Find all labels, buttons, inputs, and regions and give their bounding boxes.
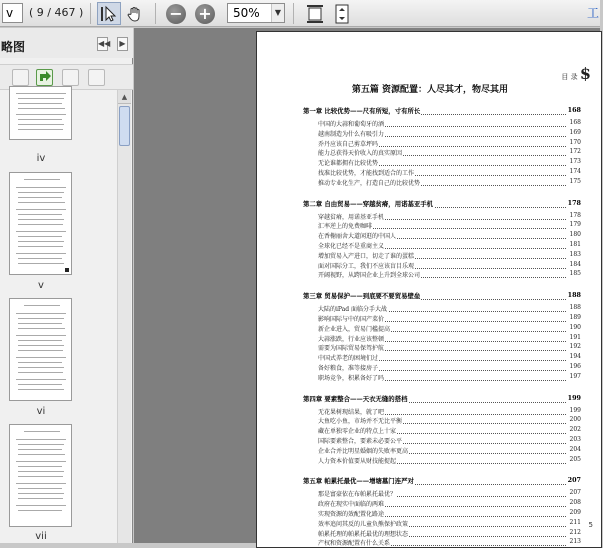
toc-entry[interactable] (317, 270, 582, 280)
toc-entry[interactable] (317, 489, 582, 499)
page-thumbnail[interactable] (9, 298, 72, 401)
toc-entry-title: 在香榭丽舍大道闲逛的中国人 (318, 233, 397, 241)
page-number-input[interactable]: v (2, 3, 23, 23)
toc-entry[interactable] (317, 212, 582, 222)
expand-panel-button[interactable]: ▶ (117, 37, 128, 51)
page-header-mark (561, 64, 591, 83)
toc-entry-page: 175 (569, 177, 581, 185)
panel-header (0, 28, 133, 58)
toc-entry[interactable] (317, 456, 582, 466)
collapse-panel-button[interactable]: ◀◀ (97, 37, 108, 51)
toc-entry[interactable] (317, 314, 582, 324)
plus-icon: + (195, 4, 215, 24)
toolbar-divider (293, 3, 294, 24)
toc-entry-title: 新企业进入，贸易门槛提高 (318, 325, 391, 333)
toc-entry-title: 越南制造为什么有吸引力 (318, 130, 385, 138)
toc-entry-title: 开阔视野，从跨国企业上升到全球公司 (318, 272, 421, 280)
toc-entry[interactable] (317, 529, 582, 539)
toc-chapter[interactable] (302, 476, 582, 487)
toc-entry-title: 职场竞争，积累备好了吗 (318, 374, 385, 382)
toc-entry[interactable] (317, 251, 582, 261)
toc-entry[interactable] (317, 538, 582, 548)
thumbnail-label: v (38, 280, 44, 291)
toc-entry-page: 208 (569, 499, 581, 507)
toc-entry[interactable] (317, 343, 582, 353)
toc-entry[interactable] (317, 416, 582, 426)
toc-chapter-page: 188 (567, 291, 581, 300)
toc-entry[interactable] (317, 119, 582, 129)
toc-entry-title: 增加贸易入产进口，切走了谁的蛋糕 (318, 252, 415, 260)
toc-entry-title: 推动专业化生产，打造自己的比较优势 (318, 179, 421, 187)
toc-entry[interactable] (317, 446, 582, 456)
toc-entry-page: 169 (569, 128, 581, 136)
toc-entry[interactable] (317, 129, 582, 139)
toc-entry-page: 185 (569, 270, 581, 278)
toc-entry-title: 无论谁都拥有比较优势 (318, 160, 379, 168)
page-thumbnail[interactable] (9, 424, 72, 527)
toc-entry-title: 人力资本价值要从财技能捉起 (318, 457, 397, 465)
toc-entry[interactable] (317, 231, 582, 241)
toc-entry-title: 需要为国际贸易保驾护航 (318, 345, 385, 353)
toc-entry[interactable] (317, 519, 582, 529)
toc-entry-title: 政府在现实中面临的两难 (318, 501, 385, 509)
delete-page-icon[interactable] (12, 69, 29, 86)
thumbnail-list (0, 90, 117, 543)
toc-entry-page: 213 (569, 538, 581, 546)
tools-menu[interactable]: 工 (586, 6, 599, 20)
select-tool-button[interactable] (97, 2, 121, 25)
toc-entry-page: 200 (569, 416, 581, 424)
toc-entry-title: 面对国际分工，我们不应该盲目乐观 (318, 262, 415, 270)
toc-entry-page: 191 (569, 333, 581, 341)
zoom-level-value: 50% (233, 6, 260, 20)
toc-entry-page: 172 (569, 148, 581, 156)
toc-entry-title: 全球化已经不是重商主义 (318, 243, 385, 250)
toc-entry-page: 211 (569, 518, 581, 526)
chevron-down-icon[interactable]: ▼ (271, 4, 284, 22)
toc-entry-title: 那是富豪依在布帕累托最优？ (318, 491, 397, 499)
toc-entry-title: 帕累托理的帕累托最优的理想状态 (318, 530, 409, 538)
toc-chapter[interactable] (302, 106, 582, 117)
toolbar-divider (155, 3, 156, 24)
toc-entry[interactable] (317, 426, 582, 436)
toc-entry-title: 企业合并比明星婚姻的失败率更高 (318, 447, 409, 455)
zoom-in-button[interactable] (193, 2, 217, 25)
fit-page-icon (333, 4, 351, 24)
toolbar-divider (90, 3, 91, 24)
toc-entry-title: 实现资源的效配置化路途 (318, 511, 385, 518)
toc-entry[interactable] (317, 334, 582, 344)
cursor-icon (100, 5, 118, 23)
toc-entry-title: 藏在单独零企业的特点上十家 (318, 428, 397, 436)
toc-entry-page: 184 (569, 260, 581, 268)
page-thumbnail[interactable] (9, 172, 72, 275)
toc-entry[interactable] (317, 139, 582, 149)
toc-chapter-page: 207 (567, 476, 581, 485)
page-number: 5 (588, 521, 593, 529)
rotate-page-icon[interactable] (62, 69, 79, 86)
toc-chapter-title: 第二章 自由贸易——穿越贫瘠，用诺基亚手机 (303, 199, 434, 208)
toc-entry-page: 192 (569, 343, 581, 351)
toc-entry[interactable] (317, 158, 582, 168)
toc-entry-page: 209 (569, 509, 581, 516)
toc-entry-title: 能力总获得天价收入的真实原因 (318, 150, 403, 158)
scroll-up-icon[interactable]: ▲ (118, 90, 131, 104)
toc-chapter-title: 第一章 比较优势——尺有所短，寸有所长 (303, 107, 421, 115)
toc-entry-page: 174 (569, 168, 581, 175)
fit-width-button[interactable] (303, 2, 327, 25)
page-properties-icon[interactable] (88, 69, 105, 86)
toc-entry-page: 202 (569, 426, 581, 434)
insert-page-icon[interactable] (36, 69, 53, 86)
thumbnail-label: vii (35, 531, 47, 542)
toc-entry[interactable] (317, 353, 582, 363)
toc-entry-page: 180 (569, 231, 581, 239)
toc-entry-title: 国际要素整合，要素未必要公平 (318, 438, 403, 445)
toc-entry-page: 168 (569, 119, 581, 126)
toc-entry-page: 197 (569, 372, 581, 380)
toc-entry-title: 汇率逆上的免费咖啡 (318, 223, 373, 231)
zoom-level-select[interactable] (227, 3, 285, 23)
hand-icon (126, 5, 144, 23)
scrollbar-thumb[interactable] (119, 106, 130, 146)
toc-entry-page: 194 (569, 353, 581, 361)
toc-entry-page: 189 (569, 314, 581, 321)
toc-entry[interactable] (317, 436, 582, 446)
toc-chapter-page: 199 (567, 393, 581, 402)
document-page (256, 31, 602, 548)
hand-tool-button[interactable] (123, 2, 147, 25)
toc-entry-title: 乔丹应该自己剪草坪吗 (318, 140, 379, 148)
toc-entry-page: 204 (569, 445, 581, 453)
toc-entry[interactable] (317, 509, 582, 519)
toc-entry-page: 203 (569, 436, 581, 443)
toc-entry-page: 170 (569, 138, 581, 146)
toc-chapter[interactable] (302, 394, 582, 405)
toc-entry[interactable] (317, 499, 582, 509)
toc-entry-title: 无花果树现结果，就了吧 (318, 408, 385, 416)
document-view[interactable] (134, 28, 600, 548)
thumbnail-scrollbar[interactable] (117, 90, 131, 543)
toc-entry-title: 大蒜涨跌，行业应该整顿 (318, 335, 385, 343)
toc-entry[interactable] (317, 363, 582, 373)
toc-entry-page: 212 (569, 528, 581, 536)
toc-entry-page: 178 (569, 211, 581, 219)
part-title: 第五篇 资源配置：人尽其才，物尽其用 (351, 85, 509, 95)
toc-entry-title: 大鱼吃小鱼，市场并不无比平衡 (318, 418, 403, 426)
toc-entry[interactable] (317, 261, 582, 271)
toc-entry-title: 大陆的iPad 面临分手大战 (318, 306, 388, 314)
toc-chapter-page: 178 (567, 198, 581, 207)
toc-entry-title: 备好粮食，准等接房子 (318, 365, 379, 372)
toc-entry-title: 中国式养老的困境们过 (318, 355, 379, 363)
toc-entry-title: 穿越贫瘠，用诺基亚手机 (318, 213, 385, 221)
toc-entry-page: 205 (569, 455, 581, 463)
dollar-logo-icon: $ (579, 64, 591, 83)
toc-chapter-title: 第五章 帕累托最优——增塘墓门连严对 (303, 477, 414, 486)
fit-width-icon (306, 4, 324, 24)
toc-entry-title: 产权和资源配置有什么关系 (318, 540, 391, 548)
toc-entry[interactable] (317, 168, 582, 178)
toc-entry-title: 影响国际与中的国产菜价 (318, 316, 385, 323)
toc-entry[interactable] (317, 221, 582, 231)
fit-page-button[interactable] (330, 2, 354, 25)
toc-entry-page: 196 (569, 363, 581, 370)
toc-chapter-title: 第四章 要素整合——天衣无缝的搭档 (303, 394, 408, 403)
toc-chapter[interactable] (302, 291, 582, 302)
thumbnail-label: iv (36, 153, 46, 164)
toc-entry-page: 173 (569, 158, 581, 166)
toc-entry[interactable] (317, 304, 582, 314)
main-toolbar (0, 0, 600, 27)
toc-entry[interactable] (317, 241, 582, 251)
toc-chapter[interactable] (302, 199, 582, 210)
toc-entry-page: 207 (569, 489, 581, 497)
page-header-text: 目 录 (561, 73, 578, 81)
toc-entry-page: 181 (569, 241, 581, 248)
toc-entry[interactable] (317, 407, 582, 417)
toc-entry-title: 找准比较优势，才能找到适合的工作 (318, 170, 415, 177)
toc-chapter-title: 第三章 贸易保护——到底要不要贸易壁垒 (303, 292, 421, 301)
toc-entry[interactable] (317, 148, 582, 158)
toc-entry-page: 179 (569, 221, 581, 229)
toc-entry-page: 190 (569, 323, 581, 331)
toc-entry-page: 199 (569, 406, 581, 414)
thumbnails-panel (0, 28, 133, 543)
minus-icon: − (166, 4, 186, 24)
toc-entry[interactable] (317, 324, 582, 334)
panel-title: 略图 (1, 40, 26, 54)
zoom-out-button[interactable] (164, 2, 188, 25)
toc-entry[interactable] (317, 178, 582, 188)
thumbnail-label: vi (36, 406, 46, 417)
toc-entry-page: 188 (569, 304, 581, 312)
toc-chapter-page: 168 (567, 106, 581, 114)
page-thumbnail[interactable] (9, 86, 72, 140)
toc-entry[interactable] (317, 373, 582, 383)
toc-entry-title: 中国的大蒜和葡萄牙的酒 (318, 121, 385, 128)
toc-entry-title: 效率追问其反的儿童负熊保护政策 (318, 520, 409, 528)
toc-entry-page: 183 (569, 250, 581, 258)
page-count: ( 9 / 467 ) (29, 6, 84, 19)
